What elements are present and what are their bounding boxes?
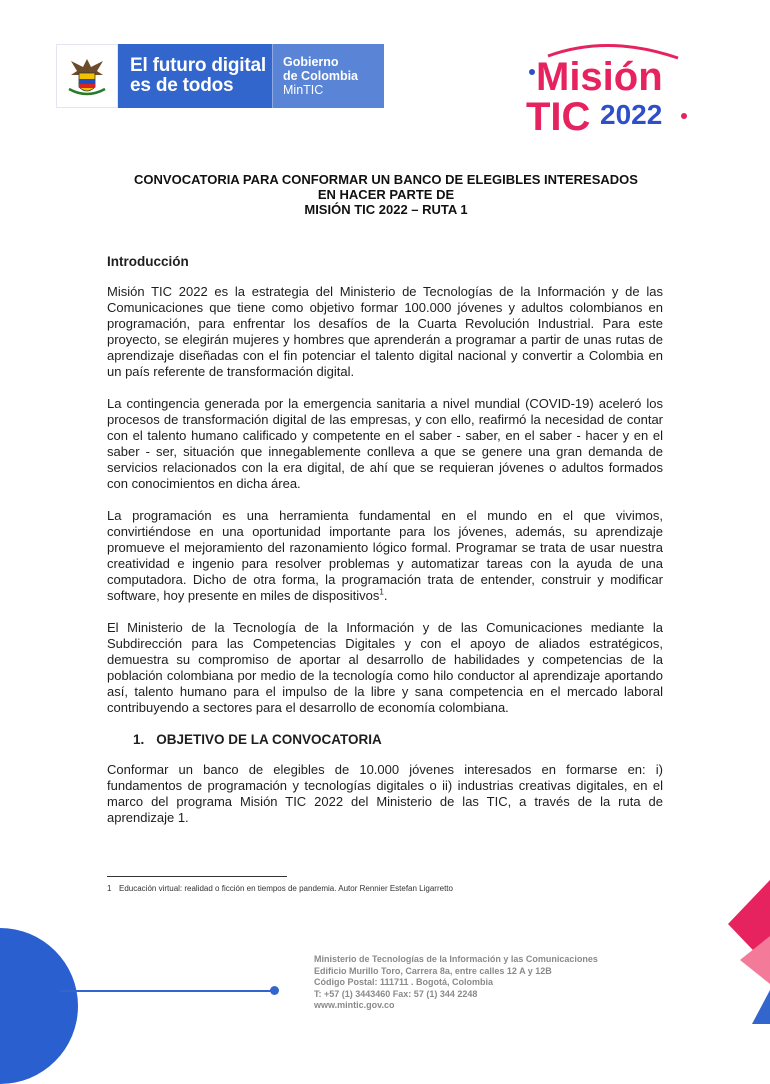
- document-title: [96, 172, 676, 217]
- footer-line3: Código Postal: 111711 . Bogotá, Colombia: [314, 977, 494, 987]
- intro-paragraph-3-end: .: [383, 588, 388, 603]
- section-1-number: 1.: [133, 732, 145, 747]
- title-line2: EN HACER PARTE DE: [317, 187, 455, 202]
- footnote-text: Educación virtual: realidad o ficción en tiempos de pandemia. Autor Rennier Estefan Ligarretto: [119, 884, 453, 893]
- gov-slogan-line1: El futuro digital: [130, 55, 266, 76]
- title-line3: MISIÓN TIC 2022 – RUTA 1: [304, 202, 468, 217]
- intro-paragraph-3-text: La programación es una herramienta fundamental en el mundo en el que vivimos, convirtiéndose en una oportunidad importante para los jóvenes, además, su aprendizaje promueve el mejoramiento del razonamiento lógico formal. Programar se trata de usar nuestra creatividad e ingenio para resolver problemas y automatizar tareas con la ayuda de una computadora. Dicho de otra forma, la programación trata de entender, construir y modificar software, hoy presente en miles de dispositivos: [107, 508, 663, 603]
- gov-name-line1: Gobierno: [283, 55, 339, 69]
- mision-tic-logo: [518, 38, 698, 138]
- gov-slogan-line2: es de todos: [130, 75, 234, 96]
- footnote: [107, 884, 453, 893]
- footer-line-decoration: [60, 990, 274, 992]
- footer-line4: T: +57 (1) 3443460 Fax: 57 (1) 344 2248: [314, 988, 478, 999]
- gov-slogan: [118, 44, 272, 108]
- section-1-paragraph: Conformar un banco de elegibles de 10.000 jóvenes interesados en formarse en: i) fundamentos de programación y tecnologías digitales o ii) industrias creativas digitales, en el marco del programa Misión TIC 2022 del Ministerio de las TIC, a través de la ruta de aprendizaje 1.: [107, 762, 663, 825]
- footer-website-link[interactable]: www.mintic.gov.co: [314, 1000, 395, 1010]
- section-1-title: OBJETIVO DE LA CONVOCATORIA: [156, 732, 382, 747]
- intro-heading: Introducción: [107, 254, 189, 269]
- gov-name-line2: de Colombia: [283, 69, 359, 83]
- footnote-divider: [107, 876, 287, 877]
- colombia-coat-of-arms-icon: [56, 44, 118, 108]
- gov-name: [272, 44, 384, 108]
- intro-paragraph-2: La contingencia generada por la emergencia sanitaria a nivel mundial (COVID-19) aceleró los procesos de transformación digital de las empresas, y con ello, reafirmó la necesidad de contar con el talento humano calificado y competente en el saber - saber, en el saber - hacer y en el saber - ser, situación que innegablemente conlleva a que se genere una gran demanda de servicios relacionados con la era digital, de ahí que se requieran jóvenes o adultos formados con conocimientos en dicha área.: [107, 396, 663, 491]
- footer-line1: Ministerio de Tecnologías de la Información y las Comunicaciones: [314, 954, 598, 964]
- intro-paragraph-1: Misión TIC 2022 es la estrategia del Ministerio de Tecnologías de la Información y de las Comunicaciones que tiene como objetivo formar 100.000 jóvenes y adultos colombianos en programación, para enfrentar los desafíos de la Cuarta Revolución Industrial. Para este proyecto, se elegirán mujeres y hombres que aprenderán a programar a partir de unas rutas de aprendizaje diseñadas con el fin potenciar el talento digital nacional y convertir a Colombia en un país referente de transformación digital.: [107, 284, 663, 379]
- footnote-number: 1: [107, 884, 112, 893]
- gov-name-line3: MinTIC: [283, 83, 324, 97]
- footer-circle-decoration: [0, 928, 78, 1084]
- corner-decoration: [700, 880, 770, 1024]
- logo-text-2022: 2022: [600, 99, 663, 130]
- footer-dot-decoration: [270, 986, 279, 995]
- gov-banner: [56, 44, 384, 108]
- logo-text-tic: TIC: [526, 95, 591, 138]
- section-1-heading: [133, 732, 663, 748]
- footer-line2: Edificio Murillo Toro, Carrera 8a, entre calles 12 A y 12B: [314, 965, 552, 976]
- document-body: [107, 254, 663, 842]
- footer-contact-info: [314, 954, 598, 1012]
- title-line1: CONVOCATORIA PARA CONFORMAR UN BANCO DE ELEGIBLES INTERESADOS: [134, 172, 638, 187]
- intro-paragraph-3: [107, 508, 663, 604]
- footnote-ref: 1: [379, 587, 384, 597]
- logo-text-mision: Misión: [536, 55, 663, 99]
- intro-paragraph-4: El Ministerio de la Tecnología de la Información y de las Comunicaciones mediante la Subdirección para las Competencias Digitales y con el apoyo de aliados estratégicos, demuestra su compromiso de aportar al desarrollo de habilidades y competencias de la población colombiana por medio de la tecnología como hilo conductor al aprendizaje aportando así, talento humano para el impulso de la libre y sana competencia en el mercado laboral contribuyendo a sectores para el desarrollo de economía colombiana.: [107, 620, 663, 715]
